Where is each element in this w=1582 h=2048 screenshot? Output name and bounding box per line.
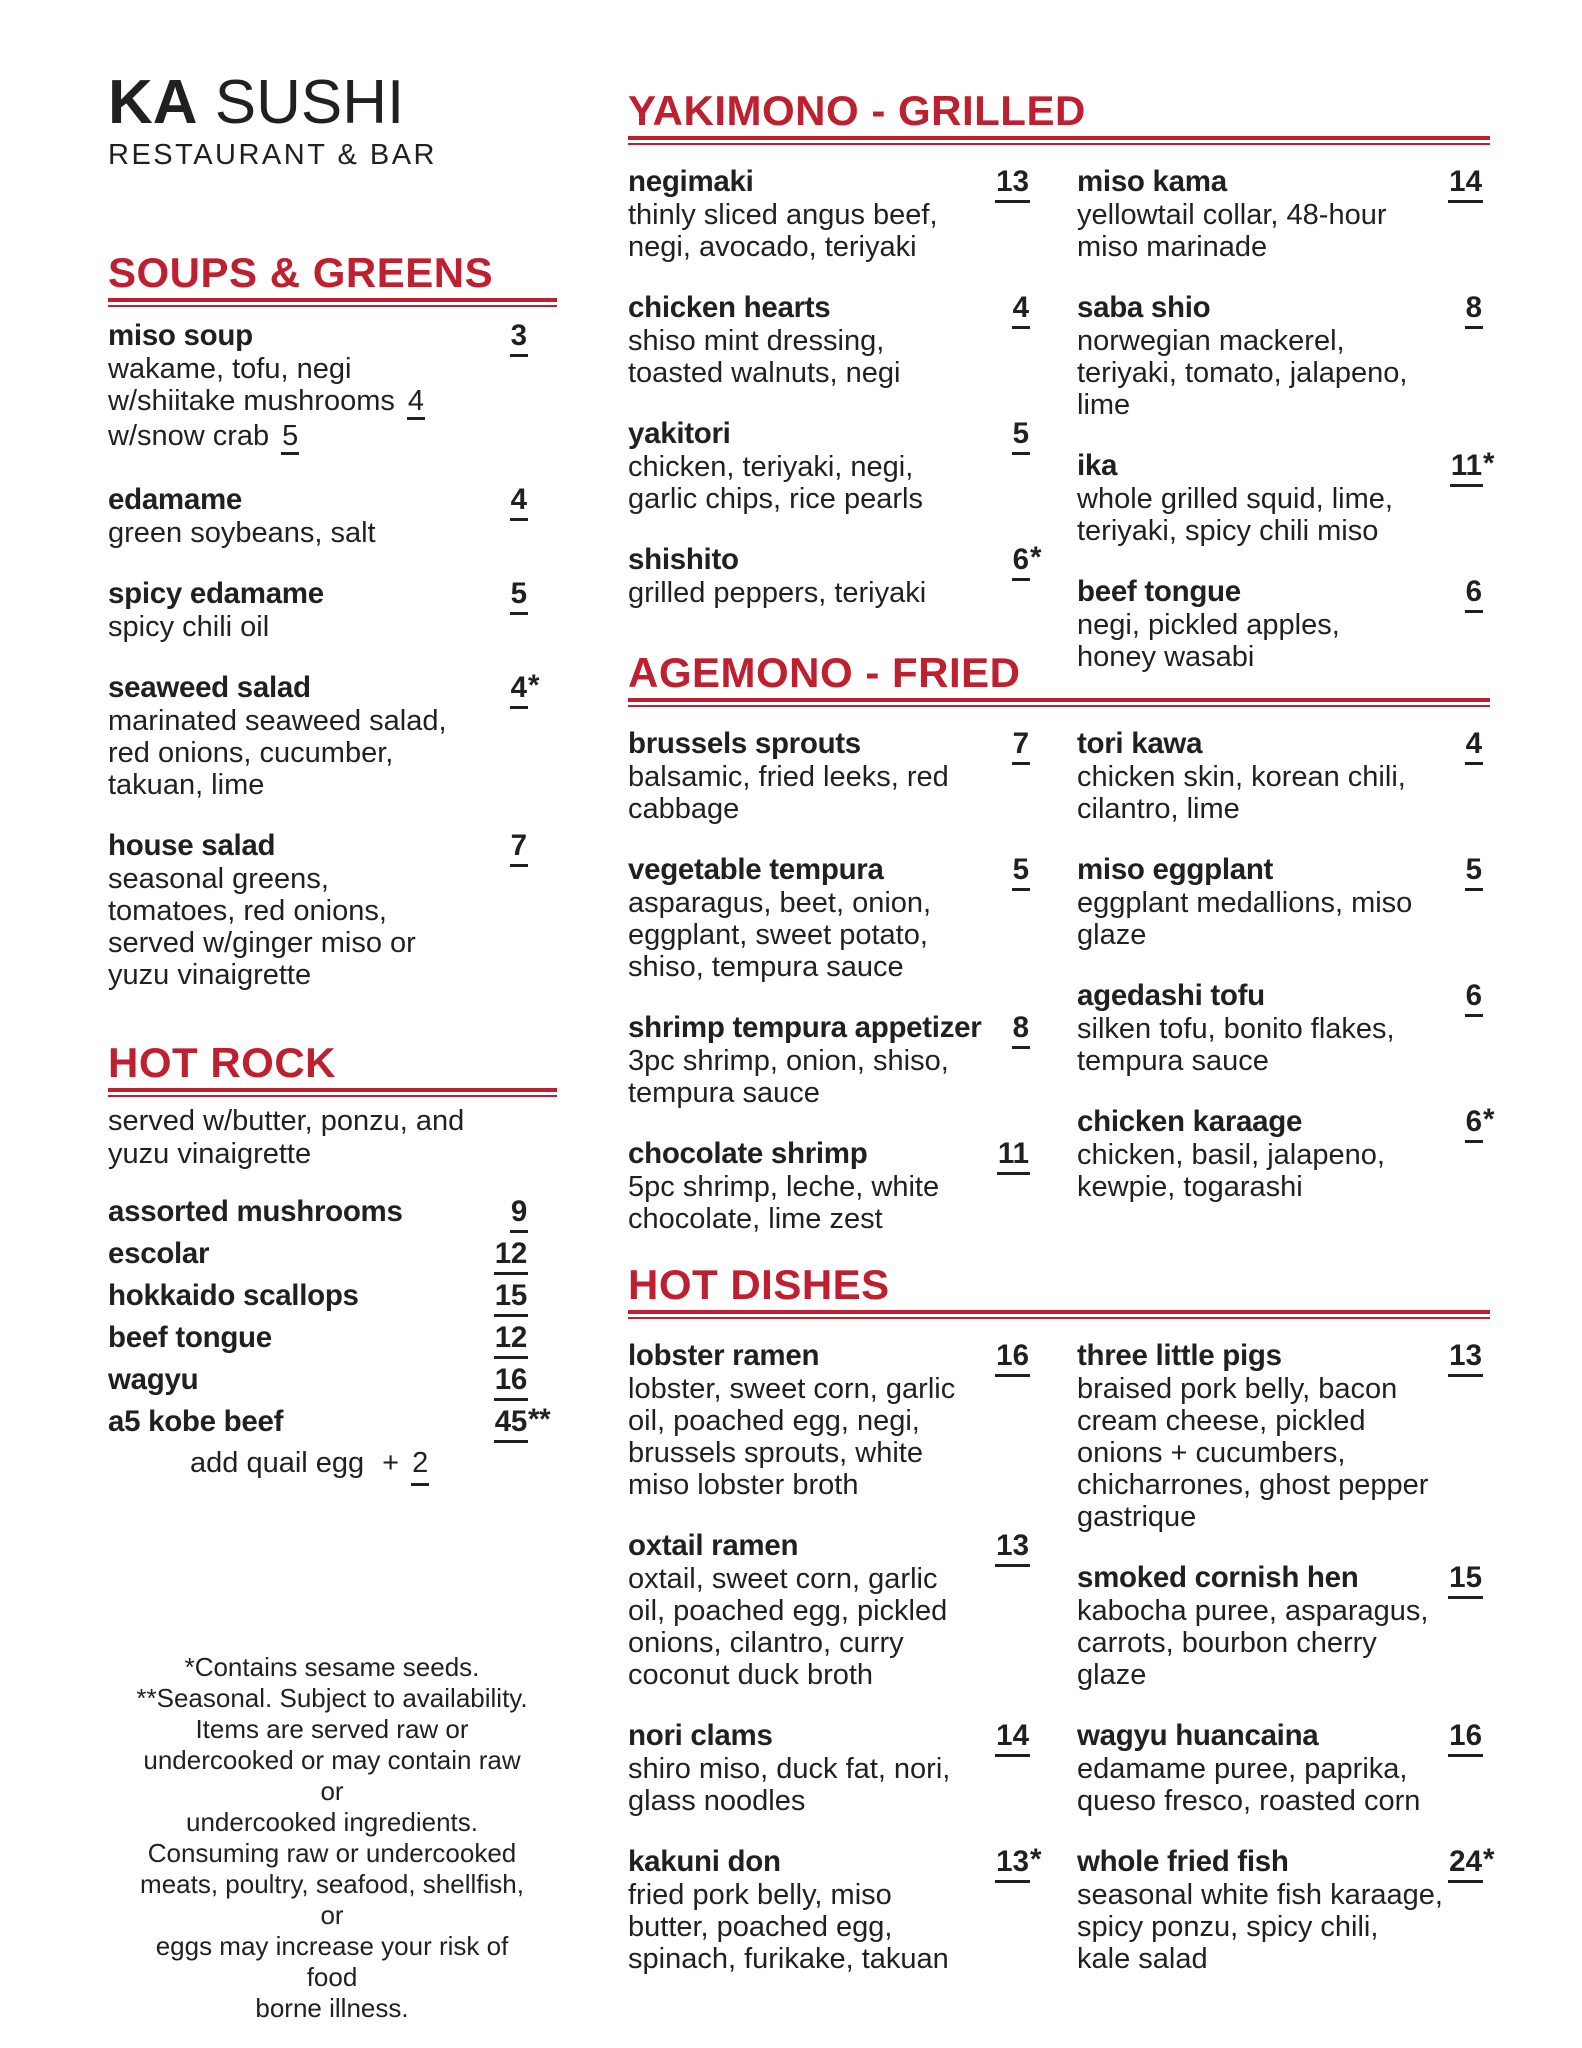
logo-title-light: SUSHI — [214, 68, 405, 137]
item-price — [1465, 979, 1483, 1017]
item-list — [108, 1191, 551, 1486]
item-desc-line: tempura sauce — [1077, 1045, 1269, 1077]
column-right — [1077, 165, 1495, 701]
item-description — [628, 1171, 1030, 1235]
price-value: 14 — [1448, 165, 1483, 203]
item-desc-line: thinly sliced angus beef, — [628, 199, 938, 231]
item-price — [510, 577, 528, 615]
menu-item — [108, 319, 528, 455]
item-name: nori clams — [628, 1719, 773, 1752]
menu-item — [1077, 165, 1483, 263]
price-value: 14 — [995, 1719, 1030, 1757]
item-name: miso soup — [108, 319, 253, 352]
item-desc-line: coconut duck broth — [628, 1659, 874, 1691]
item-description — [628, 887, 1030, 983]
item-desc-line: onions, cilantro, curry — [628, 1627, 904, 1659]
price-value: 15 — [1448, 1561, 1483, 1599]
item-desc-line: queso fresco, roasted corn — [1077, 1785, 1421, 1817]
item-price — [494, 1403, 551, 1443]
price-value: 16 — [494, 1363, 528, 1401]
item-price — [1012, 853, 1030, 891]
price-value: 16 — [995, 1339, 1030, 1377]
item-desc-line: whole grilled squid, lime, — [1077, 483, 1393, 515]
item-name: ika — [1077, 449, 1118, 482]
item-description — [628, 577, 1030, 609]
item-description — [628, 1879, 1030, 1975]
item-description — [628, 451, 1030, 515]
menu-item — [1077, 447, 1495, 547]
item-desc-line: braised pork belly, bacon — [1077, 1373, 1398, 1405]
price-value: 11 — [1450, 449, 1483, 487]
price-value: 45 — [494, 1405, 528, 1443]
menu-item — [1077, 1103, 1495, 1203]
menu-item — [628, 727, 1030, 825]
item-price — [510, 319, 528, 357]
item-desc-line: kewpie, togarashi — [1077, 1171, 1303, 1203]
item-name: negimaki — [628, 165, 754, 198]
price-value: 6 — [1465, 575, 1483, 613]
menu-item — [628, 853, 1030, 983]
item-desc-line: glaze — [1077, 919, 1147, 951]
item-desc-line: onions + cucumbers, — [1077, 1437, 1346, 1469]
price-value: 24 — [1448, 1845, 1483, 1883]
item-name: tori kawa — [1077, 727, 1203, 760]
section-subtitle-line: yuzu vinaigrette — [108, 1138, 312, 1170]
price-value: 4 — [1012, 291, 1030, 329]
inline-price: 4 — [407, 385, 425, 420]
menu-item — [1077, 853, 1483, 951]
item-name: smoked cornish hen — [1077, 1561, 1359, 1594]
item-description — [1077, 483, 1483, 547]
item-description — [1077, 325, 1483, 421]
item-desc-line: cilantro, lime — [1077, 793, 1240, 825]
item-description — [1077, 1013, 1483, 1077]
item-desc-line: chocolate, lime zest — [628, 1203, 883, 1235]
footnote-line: borne illness. — [255, 1993, 409, 2023]
section-columns — [628, 727, 1495, 1263]
item-desc-line: grilled peppers, teriyaki — [628, 577, 927, 609]
item-desc-line: seasonal white fish karaage, — [1077, 1879, 1443, 1911]
item-desc-line: carrots, bourbon cherry — [1077, 1627, 1377, 1659]
menu-item — [108, 483, 528, 549]
item-name: wagyu — [108, 1363, 199, 1396]
item-description — [628, 199, 1030, 263]
menu-item — [108, 1275, 528, 1317]
item-name: house salad — [108, 829, 276, 862]
addon-price: + 2 — [382, 1447, 429, 1479]
menu-item — [628, 1843, 1042, 1975]
price-asterisk: * — [1483, 1103, 1495, 1136]
item-price — [494, 1279, 528, 1317]
item-price — [494, 1363, 528, 1401]
item-name: assorted mushrooms — [108, 1195, 403, 1228]
item-price — [494, 1321, 528, 1359]
item-desc-line: lime — [1077, 389, 1131, 421]
section-heading: SOUPS & GREENS — [108, 249, 494, 296]
price-value: 13 — [1448, 1339, 1483, 1377]
section-underline — [628, 136, 1490, 145]
item-desc-line: miso marinade — [1077, 231, 1268, 263]
item-desc-line: spicy chili oil — [108, 611, 270, 643]
price-value: 5 — [1012, 417, 1030, 455]
column-left — [628, 727, 1030, 1263]
menu-item — [108, 1317, 528, 1359]
inline-price: 5 — [281, 420, 299, 455]
item-name: miso eggplant — [1077, 853, 1274, 886]
item-price — [1012, 541, 1042, 581]
item-desc-line: chicken, basil, jalapeno, — [1077, 1139, 1385, 1171]
item-description — [628, 1373, 1030, 1501]
item-description — [1077, 1373, 1483, 1533]
price-asterisk: * — [1483, 447, 1495, 480]
menu-item — [1077, 1719, 1483, 1817]
column-right — [1077, 727, 1495, 1263]
menu-item — [1077, 1561, 1483, 1691]
item-description — [1077, 1139, 1483, 1203]
section-heading: HOT ROCK — [108, 1039, 336, 1086]
item-name: saba shio — [1077, 291, 1211, 324]
item-description — [628, 1563, 1030, 1691]
item-desc-line: gastrique — [1077, 1501, 1197, 1533]
item-desc-line: edamame puree, paprika, — [1077, 1753, 1408, 1785]
item-list — [108, 319, 540, 991]
item-price — [494, 1237, 528, 1275]
price-value: 2 — [411, 1443, 429, 1486]
menu-item — [1077, 979, 1483, 1077]
item-description — [1077, 887, 1483, 951]
footnote-line: Consuming raw or undercooked — [147, 1838, 517, 1868]
item-description — [1077, 761, 1483, 825]
item-desc-line: tempura sauce — [628, 1077, 820, 1109]
item-desc-line: miso lobster broth — [628, 1469, 859, 1501]
footnote-line: eggs may increase your risk of food — [155, 1931, 509, 1992]
menu-item — [108, 829, 528, 991]
item-desc-line: negi, avocado, teriyaki — [628, 231, 917, 263]
item-desc-line: eggplant medallions, miso — [1077, 887, 1413, 919]
item-desc-line: kabocha puree, asparagus, — [1077, 1595, 1429, 1627]
price-value: 13 — [995, 165, 1030, 203]
item-price — [1448, 1561, 1483, 1599]
item-desc-line: marinated seaweed salad, — [108, 705, 447, 737]
section-underline — [628, 1310, 1490, 1319]
item-desc-line: eggplant, sweet potato, — [628, 919, 928, 951]
item-desc-line: toasted walnuts, negi — [628, 357, 901, 389]
menu-item — [628, 1339, 1030, 1501]
item-price — [510, 1195, 528, 1233]
price-value: 5 — [510, 577, 528, 615]
item-price — [995, 1843, 1042, 1883]
section-heading: YAKIMONO - GRILLED — [628, 87, 1086, 134]
item-description — [628, 1753, 1030, 1817]
item-description — [628, 761, 1030, 825]
menu-item — [1077, 1843, 1495, 1975]
logo-subtitle: RESTAURANT & BAR — [108, 139, 437, 171]
item-price — [1448, 1843, 1495, 1883]
column-left — [628, 165, 1042, 701]
item-desc-line: green soybeans, salt — [108, 517, 376, 549]
section-subtitle-line: served w/butter, ponzu, and — [108, 1105, 465, 1137]
item-price — [995, 1339, 1030, 1377]
section-heading: AGEMONO - FRIED — [628, 649, 1021, 696]
item-desc-line: teriyaki, spicy chili miso — [1077, 515, 1379, 547]
item-name: wagyu huancaina — [1077, 1719, 1319, 1752]
footnote-line: Items are served raw or — [195, 1714, 469, 1744]
section-underline — [108, 1088, 557, 1097]
item-desc-line: silken tofu, bonito flakes, — [1077, 1013, 1395, 1045]
item-desc-line: shiso, tempura sauce — [628, 951, 904, 983]
section-hot-dishes — [628, 1261, 1495, 2003]
item-name: miso kama — [1077, 165, 1227, 198]
item-description — [1077, 1753, 1483, 1817]
item-name: seaweed salad — [108, 671, 311, 704]
section-subtitle — [108, 1105, 557, 1171]
item-desc-line: red onions, cucumber, — [108, 737, 394, 769]
item-name: three little pigs — [1077, 1339, 1282, 1372]
item-price — [1465, 853, 1483, 891]
column-right — [1077, 1339, 1495, 2003]
item-name: vegetable tempura — [628, 853, 884, 886]
footnote-disclaimer — [136, 1652, 528, 2024]
item-name: spicy edamame — [108, 577, 324, 610]
item-desc-line: cream cheese, pickled — [1077, 1405, 1366, 1437]
item-description — [1077, 199, 1483, 263]
item-description — [628, 1045, 1030, 1109]
item-name: oxtail ramen — [628, 1529, 799, 1562]
section-underline — [628, 698, 1490, 707]
item-price — [1465, 727, 1483, 765]
menu-item — [1077, 1339, 1483, 1533]
menu-item — [1077, 727, 1483, 825]
section-heading: HOT DISHES — [628, 1261, 890, 1308]
item-desc-line: shiso mint dressing, — [628, 325, 885, 357]
item-name: hokkaido scallops — [108, 1279, 359, 1312]
restaurant-logo — [108, 68, 437, 172]
menu-item — [1077, 291, 1483, 421]
price-value: 8 — [1012, 1011, 1030, 1049]
section-columns — [628, 165, 1495, 701]
item-desc-line: kale salad — [1077, 1943, 1208, 1975]
item-name: edamame — [108, 483, 243, 516]
item-price — [1012, 417, 1030, 455]
item-name: lobster ramen — [628, 1339, 820, 1372]
item-price — [1448, 1339, 1483, 1377]
price-value: 9 — [510, 1195, 528, 1233]
section-underline — [108, 298, 557, 307]
footnote-line: meats, poultry, seafood, shellfish, or — [140, 1869, 524, 1930]
item-desc-line: chicharrones, ghost pepper — [1077, 1469, 1429, 1501]
item-price — [1465, 291, 1483, 329]
item-name: a5 kobe beef — [108, 1405, 284, 1438]
item-desc-line: asparagus, beet, onion, — [628, 887, 932, 919]
item-name: shishito — [628, 543, 739, 576]
menu-item — [108, 1233, 528, 1275]
item-desc-line: w/shiitake mushrooms 4 — [108, 385, 528, 420]
price-value: 11 — [997, 1137, 1030, 1175]
addon-quail-egg: add quail egg + 2 — [108, 1443, 528, 1486]
item-desc-line: chicken, teriyaki, negi, — [628, 451, 914, 483]
price-asterisk: ** — [528, 1403, 551, 1436]
item-description — [108, 705, 528, 801]
item-desc-line: oil, poached egg, negi, — [628, 1405, 920, 1437]
price-asterisk: * — [1483, 1843, 1495, 1876]
item-desc-line: brussels sprouts, white — [628, 1437, 923, 1469]
menu-item — [628, 1137, 1030, 1235]
item-desc-line: yuzu vinaigrette — [108, 959, 312, 991]
item-price — [1012, 727, 1030, 765]
item-description — [1077, 1595, 1483, 1691]
item-name: brussels sprouts — [628, 727, 861, 760]
menu-item — [628, 541, 1042, 609]
menu-item — [108, 1401, 551, 1443]
menu-item — [108, 1191, 528, 1233]
item-name: beef tongue — [108, 1321, 272, 1354]
price-value: 3 — [510, 319, 528, 357]
footnote-line: **Seasonal. Subject to availability. — [136, 1683, 528, 1713]
item-desc-line: teriyaki, tomato, jalapeno, — [1077, 357, 1408, 389]
price-value: 8 — [1465, 291, 1483, 329]
price-value: 6 — [1465, 979, 1483, 1017]
menu-item — [628, 1719, 1030, 1817]
item-name: escolar — [108, 1237, 210, 1270]
item-desc-line: takuan, lime — [108, 769, 265, 801]
item-desc-line: glaze — [1077, 1659, 1147, 1691]
item-price — [995, 1529, 1030, 1567]
price-value: 7 — [1012, 727, 1030, 765]
item-price — [1448, 1719, 1483, 1757]
price-asterisk: * — [1030, 541, 1042, 574]
footnote-line: undercooked ingredients. — [186, 1807, 478, 1837]
section-hot-rock — [108, 1040, 557, 1486]
item-price — [995, 165, 1030, 203]
item-desc-line: lobster, sweet corn, garlic — [628, 1373, 956, 1405]
item-desc-line: oil, poached egg, pickled — [628, 1595, 948, 1627]
item-desc-line: seasonal greens, — [108, 863, 329, 895]
price-value: 13 — [995, 1529, 1030, 1567]
item-desc-line: spinach, furikake, takuan — [628, 1943, 949, 1975]
price-value: 13 — [995, 1845, 1030, 1883]
price-value: 16 — [1448, 1719, 1483, 1757]
price-value: 12 — [494, 1321, 528, 1359]
price-value: 5 — [1012, 853, 1030, 891]
price-value: 15 — [494, 1279, 528, 1317]
item-name: chicken hearts — [628, 291, 831, 324]
menu-item — [108, 577, 528, 643]
price-value: 4 — [510, 483, 528, 521]
item-desc-line: negi, pickled apples, — [1077, 609, 1340, 641]
item-desc-line: yellowtail collar, 48-hour — [1077, 199, 1387, 231]
menu-item — [628, 417, 1030, 515]
item-price — [510, 483, 528, 521]
footnote-line: undercooked or may contain raw or — [143, 1745, 521, 1806]
item-description — [628, 325, 1030, 389]
item-description — [108, 353, 528, 455]
item-desc-line: tomatoes, red onions, — [108, 895, 387, 927]
price-value: 4 — [510, 671, 528, 709]
item-desc-line: w/snow crab 5 — [108, 420, 528, 455]
price-value: 6 — [1012, 543, 1030, 581]
item-name: yakitori — [628, 417, 731, 450]
item-price — [1448, 165, 1483, 203]
item-price — [1012, 1011, 1030, 1049]
item-desc-line: spicy ponzu, spicy chili, — [1077, 1911, 1379, 1943]
item-description — [108, 611, 528, 643]
item-price — [1465, 1103, 1495, 1143]
section-soups-greens — [108, 250, 557, 1019]
price-value: 4 — [1465, 727, 1483, 765]
item-name: agedashi tofu — [1077, 979, 1265, 1012]
item-name: kakuni don — [628, 1845, 781, 1878]
item-desc-line: wakame, tofu, negi — [108, 353, 352, 385]
item-price — [1465, 575, 1483, 613]
item-price — [1450, 447, 1495, 487]
item-description — [108, 863, 528, 991]
menu-item — [108, 1359, 528, 1401]
item-desc-line: balsamic, fried leeks, red — [628, 761, 949, 793]
item-desc-line: butter, poached egg, — [628, 1911, 893, 1943]
item-price — [997, 1137, 1030, 1175]
item-desc-line: oxtail, sweet corn, garlic — [628, 1563, 938, 1595]
item-desc-line: shiro miso, duck fat, nori, — [628, 1753, 951, 1785]
item-desc-line: cabbage — [628, 793, 740, 825]
menu-item — [628, 1011, 1030, 1109]
price-value: 7 — [510, 829, 528, 867]
item-name: chocolate shrimp — [628, 1137, 868, 1170]
item-desc-line: norwegian mackerel, — [1077, 325, 1345, 357]
menu-item — [628, 165, 1030, 263]
logo-title — [108, 68, 437, 137]
section-agemono-fried — [628, 649, 1495, 1263]
section-columns — [628, 1339, 1495, 2003]
item-desc-line: glass noodles — [628, 1785, 806, 1817]
item-desc-line: honey wasabi — [1077, 641, 1255, 673]
logo-title-bold: KA — [108, 68, 198, 137]
menu-item — [628, 291, 1030, 389]
price-asterisk: * — [1030, 1843, 1042, 1876]
item-name: whole fried fish — [1077, 1845, 1289, 1878]
item-desc-line: chicken skin, korean chili, — [1077, 761, 1406, 793]
item-name: chicken karaage — [1077, 1105, 1303, 1138]
column-left — [628, 1339, 1042, 2003]
item-desc-line: fried pork belly, miso — [628, 1879, 892, 1911]
menu-item — [108, 669, 540, 801]
price-value: 5 — [1465, 853, 1483, 891]
menu-item — [628, 1529, 1030, 1691]
item-price — [510, 669, 540, 709]
item-description — [108, 517, 528, 549]
item-desc-line: 5pc shrimp, leche, white — [628, 1171, 940, 1203]
price-value: 6 — [1465, 1105, 1483, 1143]
item-name: beef tongue — [1077, 575, 1241, 608]
item-description — [1077, 1879, 1483, 1975]
item-desc-line: garlic chips, rice pearls — [628, 483, 923, 515]
item-desc-line: served w/ginger miso or — [108, 927, 416, 959]
item-name: shrimp tempura appetizer — [628, 1011, 982, 1044]
item-desc-line: 3pc shrimp, onion, shiso, — [628, 1045, 949, 1077]
item-price — [995, 1719, 1030, 1757]
item-price — [510, 829, 528, 867]
price-asterisk: * — [528, 669, 540, 702]
item-price — [1012, 291, 1030, 329]
price-value: 12 — [494, 1237, 528, 1275]
section-yakimono-grilled — [628, 87, 1495, 701]
footnote-line: *Contains sesame seeds. — [184, 1652, 480, 1682]
